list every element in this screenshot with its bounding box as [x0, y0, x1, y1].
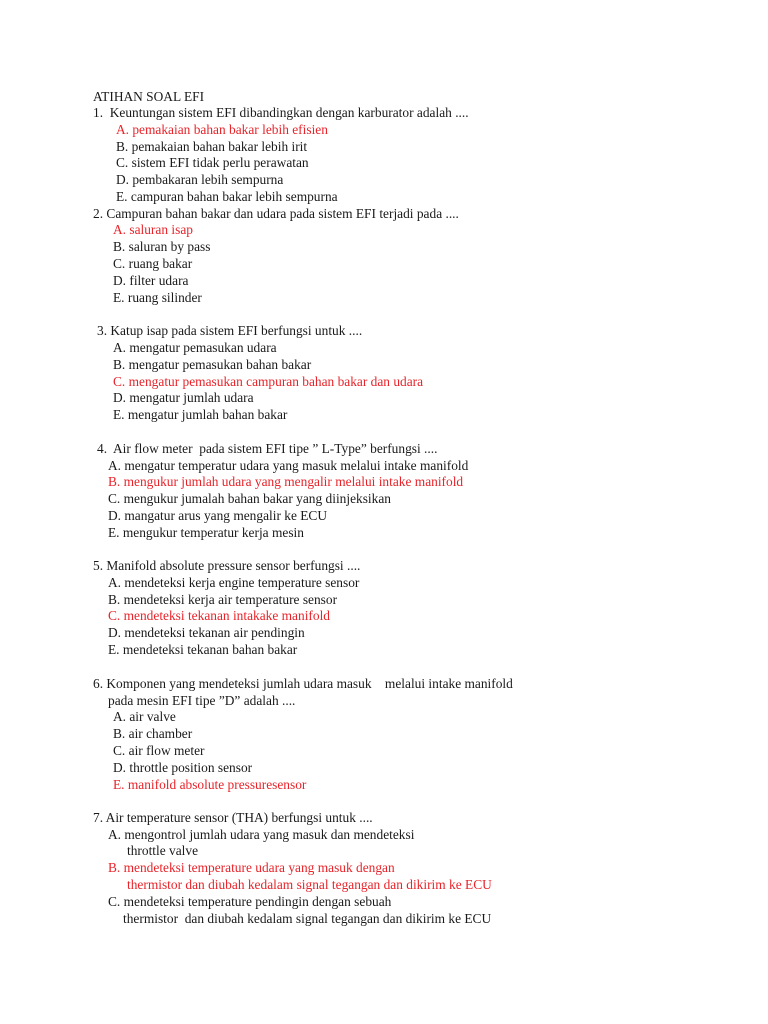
question-7-option-c-line-1: C. mendeteksi temperature pendingin dengan sebuah — [108, 894, 392, 909]
question-3-option-d: D. mengatur jumlah udara — [113, 390, 254, 405]
question-6-option-c: C. air flow meter — [113, 743, 205, 758]
question-5-stem: 5. Manifold absolute pressure sensor berfungsi .... — [93, 558, 361, 573]
question-7-option-b-line-2: thermistor dan diubah kedalam signal tegangan dan dikirim ke ECU — [127, 877, 492, 892]
question-4-option-c: C. mengukur jumalah bahan bakar yang diinjeksikan — [108, 491, 391, 506]
question-2-stem: 2. Campuran bahan bakar dan udara pada sistem EFI terjadi pada .... — [93, 206, 459, 221]
question-5-option-a: A. mendeteksi kerja engine temperature sensor — [108, 575, 360, 590]
question-5-option-b: B. mendeteksi kerja air temperature sensor — [108, 592, 338, 607]
question-7-option-a-line-1: A. mengontrol jumlah udara yang masuk dan mendeteksi — [108, 827, 415, 842]
question-4-option-a: A. mengatur temperatur udara yang masuk melalui intake manifold — [108, 458, 469, 473]
question-2-option-d: D. filter udara — [113, 273, 189, 288]
question-1-option-b: B. pemakaian bahan bakar lebih irit — [116, 139, 308, 154]
question-7-option-a-line-2: throttle valve — [127, 843, 199, 858]
question-6-option-d: D. throttle position sensor — [113, 760, 253, 775]
question-3-stem: 3. Katup isap pada sistem EFI berfungsi untuk .... — [97, 323, 363, 338]
question-2-option-b: B. saluran by pass — [113, 239, 211, 254]
question-4-stem: 4. Air flow meter pada sistem EFI tipe ” L-Type” berfungsi .... — [97, 441, 438, 456]
question-5-option-e: E. mendeteksi tekanan bahan bakar — [108, 642, 298, 657]
question-3-option-b: B. mengatur pemasukan bahan bakar — [113, 357, 312, 372]
question-4-option-e: E. mengukur temperatur kerja mesin — [108, 525, 304, 540]
question-6-option-e: E. manifold absolute pressuresensor — [113, 777, 307, 792]
question-1-option-c: C. sistem EFI tidak perlu perawatan — [116, 155, 309, 170]
question-6-option-a: A. air valve — [113, 709, 176, 724]
question-2-option-a: A. saluran isap — [113, 222, 193, 237]
question-3-option-a: A. mengatur pemasukan udara — [113, 340, 277, 355]
question-2-option-e: E. ruang silinder — [113, 290, 202, 305]
document-title: ATIHAN SOAL EFI — [93, 89, 205, 104]
question-7-stem: 7. Air temperature sensor (THA) berfungsi untuk .... — [93, 810, 373, 825]
question-6-stem-line-1: 6. Komponen yang mendeteksi jumlah udara masuk melalui intake manifold — [93, 676, 513, 691]
question-2-option-c: C. ruang bakar — [113, 256, 193, 271]
question-6-stem-line-2: pada mesin EFI tipe ”D” adalah .... — [108, 693, 296, 708]
question-3-option-e: E. mengatur jumlah bahan bakar — [113, 407, 288, 422]
question-1-option-e: E. campuran bahan bakar lebih sempurna — [116, 189, 338, 204]
question-1-option-d: D. pembakaran lebih sempurna — [116, 172, 284, 187]
question-5-option-c: C. mendeteksi tekanan intakake manifold — [108, 608, 330, 623]
question-4-option-b: B. mengukur jumlah udara yang mengalir melalui intake manifold — [108, 474, 464, 489]
question-5-option-d: D. mendeteksi tekanan air pendingin — [108, 625, 305, 640]
question-6-option-b: B. air chamber — [113, 726, 193, 741]
question-3-option-c: C. mengatur pemasukan campuran bahan bakar dan udara — [113, 374, 424, 389]
question-1-stem: 1. Keuntungan sistem EFI dibandingkan dengan karburator adalah .... — [93, 105, 469, 120]
question-1-option-a: A. pemakaian bahan bakar lebih efisien — [116, 122, 328, 137]
question-7-option-b-line-1: B. mendeteksi temperature udara yang masuk dengan — [108, 860, 395, 875]
question-4-option-d: D. mangatur arus yang mengalir ke ECU — [108, 508, 328, 523]
question-7-option-c-line-2: thermistor dan diubah kedalam signal tegangan dan dikirim ke ECU — [123, 911, 492, 926]
